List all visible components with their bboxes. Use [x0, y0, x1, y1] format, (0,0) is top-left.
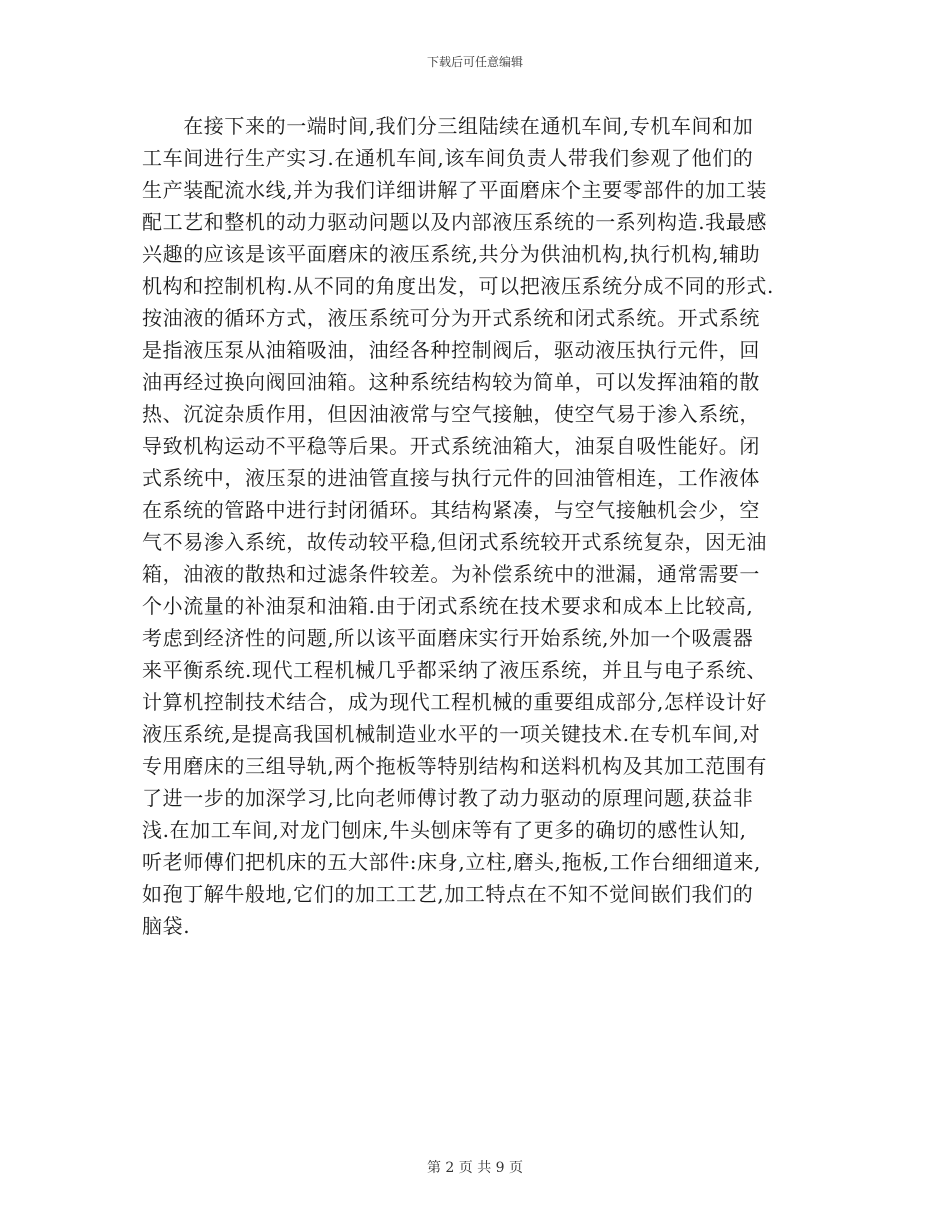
text-line: 来平衡系统.现代工程机械几乎都采纳了液压系统，并且与电子系统、	[142, 658, 767, 682]
text-line: 配工艺和整机的动力驱动问题以及内部液压系统的一系列构造.我最感	[142, 210, 767, 234]
page-header: 下载后可任意编辑	[426, 55, 523, 69]
text-line: 专用磨床的三组导轨,两个拖板等特别结构和送料机构及其加工范围有	[142, 754, 767, 778]
text-line: 箱，油液的散热和过滤条件较差。为补偿系统中的泄漏，通常需要一	[142, 562, 760, 586]
text-line: 油再经过换向阀回油箱。这种系统结构较为简单，可以发挥油箱的散	[142, 370, 760, 394]
text-line: 是指液压泵从油箱吸油，油经各种控制阀后，驱动液压执行元件，回	[142, 338, 760, 362]
page-number: 第 2 页 共 9 页	[426, 1160, 524, 1176]
text-line: 在接下来的一端时间,我们分三组陆续在通机车间,专机车间和加	[142, 114, 754, 138]
text-line: 在系统的管路中进行封闭循环。其结构紧凑，与空气接触机会少，空	[142, 498, 760, 522]
text-line: 液压系统,是提高我国机械制造业水平的一项关键技术.在专机车间,对	[142, 722, 761, 746]
text-line: 听老师傅们把机床的五大部件:床身,立柱,磨头,拖板,工作台细细道来,	[142, 850, 761, 874]
text-line: 脑袋.	[142, 914, 191, 938]
text-line: 工车间进行生产实习.在通机车间,该车间负责人带我们参观了他们的	[142, 146, 754, 170]
text-line: 如孢丁解牛般地,它们的加工工艺,加工特点在不知不觉间嵌们我们的	[142, 882, 754, 906]
text-line: 了进一步的加深学习,比向老师傅讨教了动力驱动的原理问题,获益非	[142, 786, 754, 810]
text-line: 浅.在加工车间,对龙门刨床,牛头刨床等有了更多的确切的感性认知,	[142, 818, 747, 842]
text-line: 导致机构运动不平稳等后果。开式系统油箱大，油泵自吸性能好。闭	[142, 434, 760, 458]
text-line: 式系统中，液压泵的进油管直接与执行元件的回油管相连，工作液体	[142, 466, 760, 490]
text-line: 计算机控制技术结合，成为现代工程机械的重要组成部分,怎样设计好	[142, 690, 767, 714]
text-line: 热、沉淀杂质作用，但因油液常与空气接触，使空气易于渗入系统，	[142, 402, 760, 426]
text-line: 按油液的循环方式，液压系统可分为开式系统和闭式系统。开式系统	[142, 306, 760, 330]
text-line: 生产装配流水线,并为我们详细讲解了平面磨床个主要零部件的加工装	[142, 178, 767, 202]
text-line: 兴趣的应该是该平面磨床的液压系统,共分为供油机构,执行机构,辅助	[142, 242, 761, 266]
text-line: 机构和控制机构.从不同的角度出发，可以把液压系统分成不同的形式.	[142, 274, 774, 298]
body-paragraph	[142, 110, 817, 942]
text-line: 气不易渗入系统，故传动较平稳,但闭式系统较开式系统复杂，因无油	[142, 530, 767, 554]
text-line: 考虑到经济性的问题,所以该平面磨床实行开始系统,外加一个吸震器	[142, 626, 754, 650]
text-line: 个小流量的补油泵和油箱.由于闭式系统在技术要求和成本上比较高,	[142, 594, 754, 618]
